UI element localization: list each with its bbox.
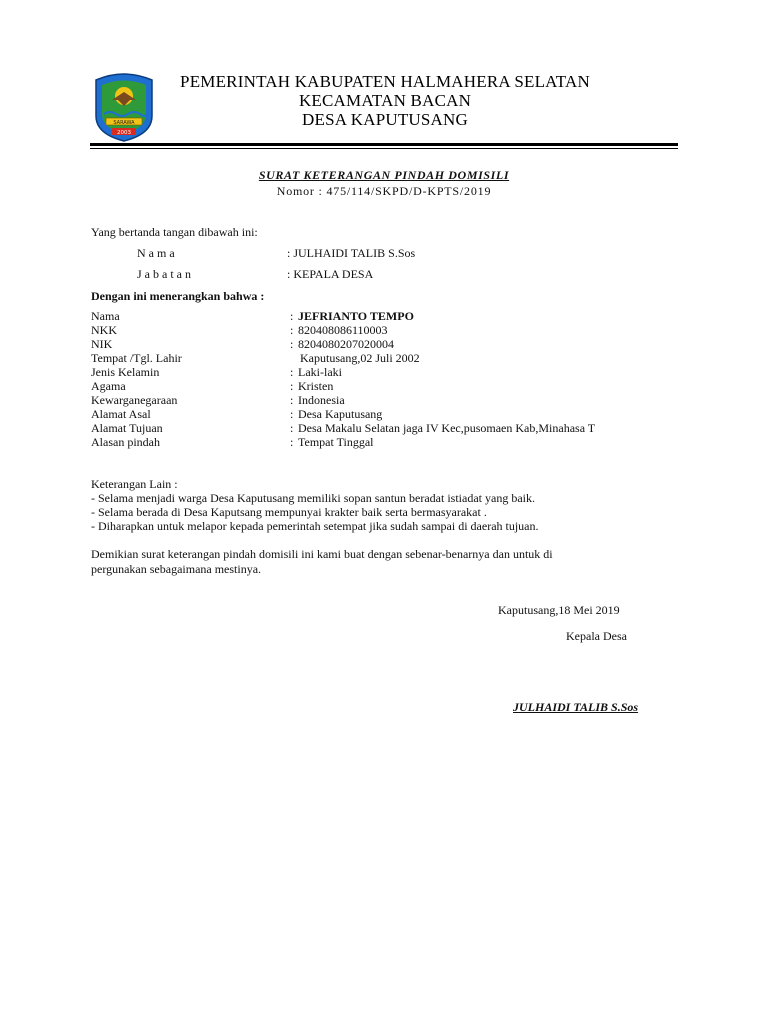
signer-name-label: N a m a [137, 246, 175, 260]
field-separator: : [290, 323, 294, 337]
field-label: NKK [91, 323, 117, 337]
signer-name-value: : JULHAIDI TALIB S.Sos [287, 246, 416, 260]
field-label: Tempat /Tgl. Lahir [91, 351, 182, 365]
closing-line-2: pergunakan sebagaimana mestinya. [91, 562, 262, 576]
letterhead-regency: PEMERINTAH KABUPATEN HALMAHERA SELATAN [180, 72, 590, 91]
field-separator: : [290, 379, 294, 393]
note-item: - Selama berada di Desa Kaputsang mempunyai krakter baik serta bermasyarakat . [91, 505, 487, 519]
regency-emblem-logo [90, 70, 158, 142]
field-value: Kristen [298, 379, 334, 393]
field-label: NIK [91, 337, 113, 351]
signer-position-label: J a b a t a n [137, 267, 191, 281]
signature-place-date: Kaputusang,18 Mei 2019 [498, 603, 620, 617]
signature-title: Kepala Desa [566, 629, 627, 643]
closing-line-1: Demikian surat keterangan pindah domisili ini kami buat dengan sebenar-benarnya dan untuk di [91, 547, 553, 561]
letterhead-divider-thin [90, 148, 678, 149]
field-separator: : [290, 407, 294, 421]
document-title-block [0, 168, 768, 199]
letterhead-district: KECAMATAN BACAN [298, 91, 472, 110]
letterhead [150, 72, 620, 129]
field-label: Alamat Asal [91, 407, 151, 421]
field-label: Nama [91, 309, 120, 323]
field-separator: : [290, 365, 294, 379]
field-label: Alasan pindah [91, 435, 160, 449]
field-value: Indonesia [298, 393, 345, 407]
statement-intro: Dengan ini menerangkan bahwa : [91, 289, 265, 303]
field-value: Desa Kaputusang [298, 407, 383, 421]
logo-banner-text: SARAWA [113, 120, 135, 126]
field-label: Kewarganegaraan [91, 393, 178, 407]
field-value-name: JEFRIANTO TEMPO [298, 309, 414, 323]
field-label: Alamat Tujuan [91, 421, 163, 435]
note-item: - Diharapkan untuk melapor kepada pemerintah setempat jika sudah sampai di daerah tujuan. [91, 519, 539, 533]
field-value: Kaputusang,02 Juli 2002 [300, 351, 420, 365]
letterhead-village: DESA KAPUTUSANG [302, 110, 468, 129]
field-value: 8204080207020004 [298, 337, 394, 351]
field-value: Laki-laki [298, 365, 342, 379]
document-title: SURAT KETERANGAN PINDAH DOMISILI [258, 168, 510, 182]
notes-heading: Keterangan Lain : [91, 477, 178, 491]
document-number: Nomor : 475/114/SKPD/D-KPTS/2019 [276, 184, 492, 198]
field-separator: : [290, 337, 294, 351]
field-separator: : [290, 421, 294, 435]
letterhead-divider-thick [90, 143, 678, 146]
field-separator: : [290, 309, 294, 323]
logo-year-text: 2003 [117, 130, 131, 136]
field-value: 820408086110003 [298, 323, 388, 337]
field-separator: : [290, 393, 294, 407]
signer-position-value: : KEPALA DESA [287, 267, 374, 281]
signer-intro: Yang bertanda tangan dibawah ini: [91, 225, 258, 239]
field-separator: : [290, 435, 294, 449]
field-label: Agama [91, 379, 126, 393]
field-label: Jenis Kelamin [91, 365, 160, 379]
field-value: Desa Makalu Selatan jaga IV Kec,pusomaen Kab,Minahasa T [298, 421, 596, 435]
signature-name: JULHAIDI TALIB S.Sos [513, 700, 639, 714]
field-value: Tempat Tinggal [298, 435, 374, 449]
note-item: - Selama menjadi warga Desa Kaputusang memiliki sopan santun beradat istiadat yang baik. [91, 491, 535, 505]
